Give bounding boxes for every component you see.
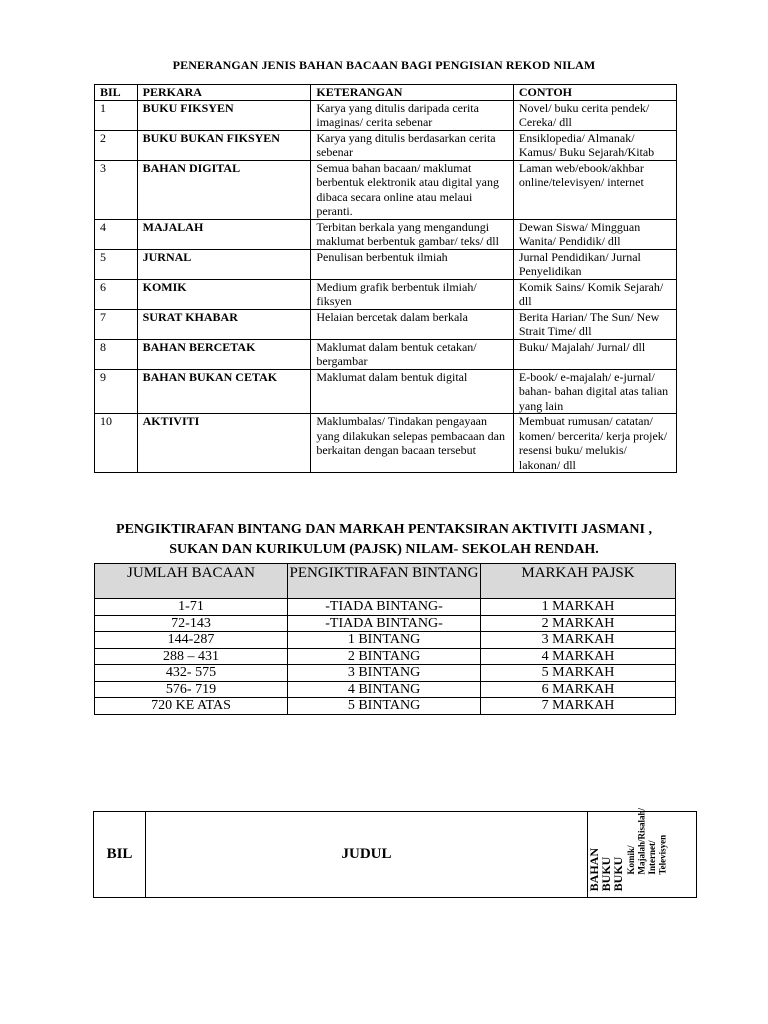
cell-contoh: Novel/ buku cerita pendek/ Cereka/ dll (513, 100, 676, 130)
header-jumlah-bacaan: JUMLAH BACAAN (95, 564, 288, 599)
cell-bintang: 4 BINTANG (288, 681, 481, 698)
cell-bintang: 3 BINTANG (288, 665, 481, 682)
table-header-row (94, 812, 697, 898)
cell-bil: 6 (95, 279, 138, 309)
table2-title (60, 520, 708, 560)
cell-bintang: -TIADA BINTANG- (288, 599, 481, 616)
cell-perkara: BUKU BUKAN FIKSYEN (137, 130, 311, 160)
cell-bil: 9 (95, 369, 138, 414)
header-perkara: PERKARA (137, 85, 311, 101)
reading-material-table (94, 84, 677, 473)
table-row (95, 249, 677, 279)
cell-contoh: E-book/ e-majalah/ e-jurnal/ bahan- bahan digital atas talian yang lain (513, 369, 676, 414)
reading-log-table (93, 808, 697, 898)
cell-markah: 7 MARKAH (481, 698, 676, 715)
cell-jumlah-bacaan: 576- 719 (95, 681, 288, 698)
cell-bil: 4 (95, 219, 138, 249)
cell-contoh: Ensiklopedia/ Almanak/ Kamus/ Buku Sejarah/Kitab (513, 130, 676, 160)
header-bil: BIL (95, 85, 138, 101)
table-header-row (95, 85, 677, 101)
cell-perkara: SURAT KHABAR (137, 309, 311, 339)
cell-contoh: Komik Sains/ Komik Sejarah/ dll (513, 279, 676, 309)
table-row (95, 648, 676, 665)
header-pengiktirafan-bintang: PENGIKTIRAFAN BINTANG (288, 564, 481, 599)
cell-markah: 2 MARKAH (481, 615, 676, 632)
cell-bintang: 5 BINTANG (288, 698, 481, 715)
cell-keterangan: Karya yang ditulis daripada cerita imaginas/ cerita sebenar (311, 100, 514, 130)
header-bil: BIL (94, 812, 146, 898)
cell-jumlah-bacaan: 72-143 (95, 615, 288, 632)
cell-contoh: Buku/ Majalah/ Jurnal/ dll (513, 339, 676, 369)
cell-bil: 1 (95, 100, 138, 130)
table-row (95, 599, 676, 616)
cell-markah: 4 MARKAH (481, 648, 676, 665)
header-keterangan: KETERANGAN (311, 85, 514, 101)
cell-bil: 5 (95, 249, 138, 279)
cell-contoh: Membuat rumusan/ catatan/ komen/ bercerita/ kerja projek/ resensi buku/ melukis/ lakonan/ dll (513, 414, 676, 473)
table-row (95, 339, 677, 369)
cell-markah: 6 MARKAH (481, 681, 676, 698)
cell-keterangan: Semua bahan bacaan/ maklumat berbentuk elektronik atau digital yang dibaca secara online atau melaui peranti. (311, 160, 514, 219)
cell-keterangan: Karya yang ditulis berdasarkan cerita sebenar (311, 130, 514, 160)
table-row (95, 219, 677, 249)
cell-contoh: Dewan Siswa/ Mingguan Wanita/ Pendidik/ dll (513, 219, 676, 249)
cell-bintang: -TIADA BINTANG- (288, 615, 481, 632)
table-row (95, 130, 677, 160)
cell-perkara: BAHAN BUKAN CETAK (137, 369, 311, 414)
table-row (95, 414, 677, 473)
cell-keterangan: Maklumat dalam bentuk cetakan/ bergambar (311, 339, 514, 369)
cell-perkara: BUKU FIKSYEN (137, 100, 311, 130)
cell-perkara: KOMIK (137, 279, 311, 309)
cell-keterangan: Maklumbalas/ Tindakan pengayaan yang dilakukan selepas pembacaan dan berkaitan dengan bacaan tersebut (311, 414, 514, 473)
header-contoh: CONTOH (513, 85, 676, 101)
star-recognition-table (94, 563, 676, 715)
cell-jumlah-bacaan: 432- 575 (95, 665, 288, 682)
cell-jumlah-bacaan: 1-71 (95, 599, 288, 616)
cell-bil: 7 (95, 309, 138, 339)
header-markah-pajsk: MARKAH PAJSK (481, 564, 676, 599)
table-header-row (95, 564, 676, 599)
vertical-label-komik-majalah: Komik/ Majalah/Risalah/ Internet/ Televisyen (626, 808, 668, 875)
cell-bil: 8 (95, 339, 138, 369)
cell-contoh: Berita Harian/ The Sun/ New Strait Time/ dll (513, 309, 676, 339)
cell-bintang: 2 BINTANG (288, 648, 481, 665)
cell-bintang: 1 BINTANG (288, 632, 481, 649)
cell-jumlah-bacaan: 288 – 431 (95, 648, 288, 665)
cell-markah: 1 MARKAH (481, 599, 676, 616)
cell-jumlah-bacaan: 144-287 (95, 632, 288, 649)
table-row (95, 698, 676, 715)
table-row (95, 369, 677, 414)
cell-jumlah-bacaan: 720 KE ATAS (95, 698, 288, 715)
table-row (95, 632, 676, 649)
cell-perkara: BAHAN DIGITAL (137, 160, 311, 219)
header-judul: JUDUL (146, 812, 588, 898)
vertical-label-bahan-buku: BAHAN BUKU BUKU (587, 847, 625, 891)
cell-bil: 3 (95, 160, 138, 219)
cell-perkara: MAJALAH (137, 219, 311, 249)
table-row (95, 665, 676, 682)
table-row (95, 681, 676, 698)
cell-markah: 3 MARKAH (481, 632, 676, 649)
cell-contoh: Jurnal Pendidikan/ Jurnal Penyelidikan (513, 249, 676, 279)
table-row (95, 309, 677, 339)
table-row (95, 615, 676, 632)
cell-contoh: Laman web/ebook/akhbar online/televisyen/ internet (513, 160, 676, 219)
cell-perkara: AKTIVITI (137, 414, 311, 473)
cell-markah: 5 MARKAH (481, 665, 676, 682)
table-row (95, 160, 677, 219)
cell-keterangan: Maklumat dalam bentuk digital (311, 369, 514, 414)
cell-perkara: JURNAL (137, 249, 311, 279)
table2-title-line1: PENGIKTIRAFAN BINTANG DAN MARKAH PENTAKSIRAN AKTIVITI JASMANI , (116, 522, 652, 537)
cell-bil: 2 (95, 130, 138, 160)
cell-bil: 10 (95, 414, 138, 473)
cell-keterangan: Medium grafik berbentuk ilmiah/ fiksyen (311, 279, 514, 309)
cell-perkara: BAHAN BERCETAK (137, 339, 311, 369)
table1-title: PENERANGAN JENIS BAHAN BACAAN BAGI PENGISIAN REKOD NILAM (172, 58, 596, 72)
cell-keterangan: Helaian bercetak dalam berkala (311, 309, 514, 339)
table-row (95, 279, 677, 309)
header-jenis-bahan (587, 808, 697, 898)
cell-keterangan: Penulisan berbentuk ilmiah (311, 249, 514, 279)
table2-title-line2: SUKAN DAN KURIKULUM (PAJSK) NILAM- SEKOLAH RENDAH. (169, 542, 599, 557)
cell-keterangan: Terbitan berkala yang mengandungi maklumat berbentuk gambar/ teks/ dll (311, 219, 514, 249)
table-row (95, 100, 677, 130)
